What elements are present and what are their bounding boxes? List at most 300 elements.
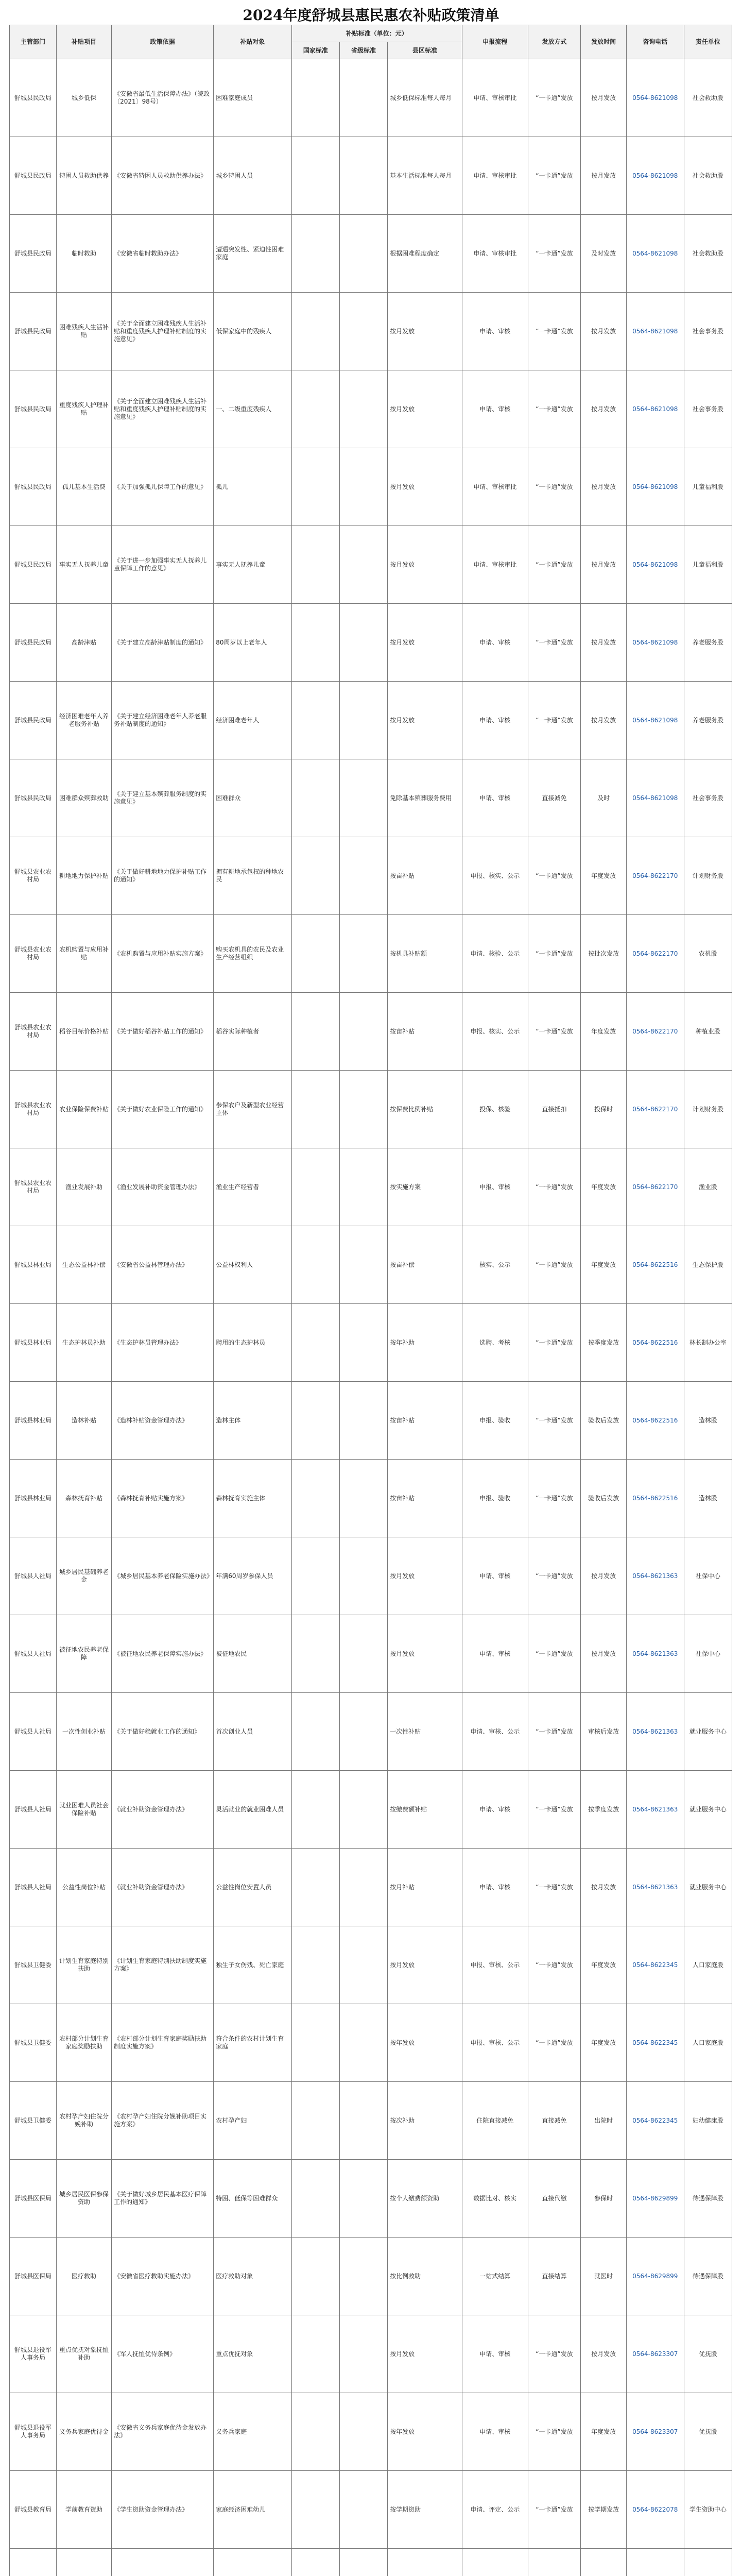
cell-method: 申请、审核 <box>462 604 528 682</box>
cell-dept: 舒城县退役军人事务局 <box>10 2315 57 2393</box>
cell-phone: 0564-8621363 <box>626 1615 684 1693</box>
cell-dept: 舒城县人社局 <box>10 1771 57 1849</box>
cell-basis: 《安徽省公益林管理办法》 <box>112 1226 214 1304</box>
cell-method: 申请、审核 <box>462 293 528 370</box>
cell-phone: 0564-8622516 <box>626 1226 684 1304</box>
cell-std-national <box>291 1615 339 1693</box>
cell-std-county: 按个人缴费额资助 <box>388 2160 462 2238</box>
cell-dept: 舒城县人社局 <box>10 1537 57 1615</box>
cell-std-province <box>339 2471 387 2549</box>
cell-phone: 0564-8622345 <box>626 1926 684 2004</box>
cell-std-county: 按月发放 <box>388 2315 462 2393</box>
cell-method: 申请、审核 <box>462 1849 528 1926</box>
cell-std-county: 按亩补贴 <box>388 1382 462 1460</box>
table-row <box>10 137 732 215</box>
col-contact: 责任单位 <box>684 25 732 59</box>
cell-object: 家庭经济困难幼儿 <box>214 2471 291 2549</box>
cell-category: 耕地地力保护补贴 <box>56 837 111 915</box>
cell-std-national <box>291 2315 339 2393</box>
cell-std-national <box>291 759 339 837</box>
cell-std-county: 一次性补贴 <box>388 1693 462 1771</box>
cell-contact: 人口家庭股 <box>684 1926 732 2004</box>
cell-object: 拥有耕地承包权的种地农民 <box>214 837 291 915</box>
cell-way: “一卡通”发放 <box>528 1382 581 1460</box>
cell-phone: 0564-8622170 <box>626 915 684 993</box>
cell-std-national <box>291 604 339 682</box>
cell-method: 申请、审核 <box>462 1615 528 1693</box>
cell-materials <box>581 2549 627 2576</box>
cell-basis: 《安徽省特困人员救助供养办法》 <box>112 137 214 215</box>
table-row <box>10 1460 732 1537</box>
cell-category: 农机购置与应用补贴 <box>56 915 111 993</box>
cell-basis: 《关于建立经济困难老年人养老服务补贴制度的通知》 <box>112 682 214 759</box>
table-row <box>10 1382 732 1460</box>
cell-phone: 0564-8621098 <box>626 215 684 293</box>
cell-dept: 舒城县卫健委 <box>10 2004 57 2082</box>
cell-dept <box>10 2549 57 2576</box>
cell-method: 一站式结算 <box>462 2238 528 2315</box>
cell-method: 申请、审核审批 <box>462 59 528 137</box>
cell-way: “一卡通”发放 <box>528 137 581 215</box>
cell-materials: 就医时 <box>581 2238 627 2315</box>
cell-dept: 舒城县民政局 <box>10 604 57 682</box>
cell-method: 申请、审核 <box>462 2315 528 2393</box>
cell-basis: 《安徽省义务兵家庭优待金发放办法》 <box>112 2393 214 2471</box>
cell-category <box>56 2549 111 2576</box>
cell-category: 农村部分计划生育家庭奖励扶助 <box>56 2004 111 2082</box>
cell-std-national <box>291 1226 339 1304</box>
cell-category: 被征地农民养老保障 <box>56 1615 111 1693</box>
cell-materials: 年度发放 <box>581 2393 627 2471</box>
cell-method: 申报、验收 <box>462 1460 528 1537</box>
cell-category: 城乡居民基础养老金 <box>56 1537 111 1615</box>
cell-contact: 社保中心 <box>684 1615 732 1693</box>
cell-std-county: 按月发放 <box>388 1537 462 1615</box>
cell-method: 数据比对、核实 <box>462 2160 528 2238</box>
cell-phone: 0564-8621098 <box>626 137 684 215</box>
table-row <box>10 1148 732 1226</box>
table-row <box>10 682 732 759</box>
cell-std-province <box>339 2315 387 2393</box>
cell-category: 农业保险保费补贴 <box>56 1071 111 1148</box>
cell-std-province <box>339 448 387 526</box>
cell-dept: 舒城县退役军人事务局 <box>10 2393 57 2471</box>
cell-std-county: 按机具补贴额 <box>388 915 462 993</box>
cell-basis: 《农村部分计划生育家庭奖励扶助制度实施方案》 <box>112 2004 214 2082</box>
cell-method: 申请、审核审批 <box>462 526 528 604</box>
cell-std-province <box>339 2004 387 2082</box>
table-row <box>10 293 732 370</box>
cell-basis: 《关于建立高龄津贴制度的通知》 <box>112 604 214 682</box>
cell-materials: 按月发放 <box>581 1849 627 1926</box>
cell-contact: 造林股 <box>684 1382 732 1460</box>
cell-object: 符合条件的农村计划生育家庭 <box>214 2004 291 2082</box>
cell-materials: 按月发放 <box>581 2315 627 2393</box>
cell-std-national <box>291 1071 339 1148</box>
cell-phone: 0564-8629899 <box>626 2238 684 2315</box>
cell-dept: 舒城县林业局 <box>10 1382 57 1460</box>
cell-method: 申请、审核、公示 <box>462 1693 528 1771</box>
cell-contact: 社会事务股 <box>684 293 732 370</box>
cell-std-national <box>291 2160 339 2238</box>
cell-way: “一卡通”发放 <box>528 837 581 915</box>
cell-std-national <box>291 370 339 448</box>
cell-std-national <box>291 1926 339 2004</box>
cell-std-county: 基本生活标准每人每月 <box>388 137 462 215</box>
cell-category: 就业困难人员社会保险补贴 <box>56 1771 111 1849</box>
cell-category: 高龄津贴 <box>56 604 111 682</box>
col-standard: 补贴标准（单位：元） <box>291 25 462 42</box>
cell-way: “一卡通”发放 <box>528 2315 581 2393</box>
cell-std-national <box>291 2393 339 2471</box>
cell-way: “一卡通”发放 <box>528 370 581 448</box>
cell-category: 经济困难老年人养老服务补贴 <box>56 682 111 759</box>
cell-contact: 社会救助股 <box>684 59 732 137</box>
cell-way: “一卡通”发放 <box>528 993 581 1071</box>
cell-materials: 按月发放 <box>581 526 627 604</box>
cell-std-county: 按年发放 <box>388 2004 462 2082</box>
cell-materials: 按月发放 <box>581 137 627 215</box>
col-dept: 主管部门 <box>10 25 57 59</box>
cell-basis: 《安徽省医疗救助实施办法》 <box>112 2238 214 2315</box>
cell-contact: 社会救助股 <box>684 137 732 215</box>
cell-phone: 0564-8621098 <box>626 448 684 526</box>
cell-basis: 《关于做好耕地地力保护补贴工作的通知》 <box>112 837 214 915</box>
cell-category: 重点优抚对象抚恤补助 <box>56 2315 111 2393</box>
cell-object: 独生子女伤残、死亡家庭 <box>214 1926 291 2004</box>
col-way: 发放方式 <box>528 25 581 59</box>
cell-way: 直接减免 <box>528 2082 581 2160</box>
cell-materials: 按月发放 <box>581 1615 627 1693</box>
cell-dept: 舒城县民政局 <box>10 448 57 526</box>
cell-std-national <box>291 1771 339 1849</box>
cell-std-county: 按年发放 <box>388 2393 462 2471</box>
header-row <box>10 25 732 42</box>
cell-std-county: 按实施方案 <box>388 1148 462 1226</box>
cell-object: 80周岁以上老年人 <box>214 604 291 682</box>
table-row <box>10 1226 732 1304</box>
cell-contact: 待遇保障股 <box>684 2238 732 2315</box>
table-row <box>10 1537 732 1615</box>
cell-std-county: 按月发放 <box>388 1926 462 2004</box>
cell-dept: 舒城县农业农村局 <box>10 1071 57 1148</box>
cell-basis: 《就业补助资金管理办法》 <box>112 1771 214 1849</box>
cell-object: 困难家庭成员 <box>214 59 291 137</box>
cell-dept: 舒城县医保局 <box>10 2238 57 2315</box>
cell-std-national <box>291 526 339 604</box>
cell-materials: 年度发放 <box>581 1926 627 2004</box>
cell-materials: 按批次发放 <box>581 915 627 993</box>
cell-phone: 0564-8622345 <box>626 2082 684 2160</box>
cell-basis: 《安徽省临时救助办法》 <box>112 215 214 293</box>
cell-method: 申报、核实、公示 <box>462 993 528 1071</box>
cell-way: “一卡通”发放 <box>528 604 581 682</box>
cell-object: 城乡特困人员 <box>214 137 291 215</box>
cell-way: “一卡通”发放 <box>528 526 581 604</box>
cell-std-national <box>291 293 339 370</box>
cell-phone: 0564-8621363 <box>626 1693 684 1771</box>
cell-object: 孤儿 <box>214 448 291 526</box>
table-row <box>10 1615 732 1693</box>
cell-way: “一卡通”发放 <box>528 1304 581 1382</box>
cell-object: 年满60周岁参保人员 <box>214 1537 291 1615</box>
cell-contact: 农机股 <box>684 915 732 993</box>
cell-contact: 计划财务股 <box>684 1071 732 1148</box>
cell-std-county: 城乡低保标准每人每月 <box>388 59 462 137</box>
cell-std-county: 按月发放 <box>388 604 462 682</box>
cell-category: 城乡低保 <box>56 59 111 137</box>
cell-method: 申报、审核、公示 <box>462 2004 528 2082</box>
cell-way: “一卡通”发放 <box>528 2004 581 2082</box>
cell-std-province <box>339 370 387 448</box>
cell-basis: 《关于加强孤儿保障工作的意见》 <box>112 448 214 526</box>
cell-object: 渔业生产经营者 <box>214 1148 291 1226</box>
cell-way: “一卡通”发放 <box>528 1148 581 1226</box>
cell-method: 选聘、考核 <box>462 1304 528 1382</box>
cell-std-province <box>339 2393 387 2471</box>
cell-category: 生态公益林补偿 <box>56 1226 111 1304</box>
cell-materials: 投保时 <box>581 1071 627 1148</box>
table-row <box>10 993 732 1071</box>
cell-category: 森林抚育补贴 <box>56 1460 111 1537</box>
cell-contact: 待遇保障股 <box>684 2160 732 2238</box>
cell-contact: 优抚股 <box>684 2393 732 2471</box>
policy-table <box>9 25 732 2576</box>
cell-way: “一卡通”发放 <box>528 448 581 526</box>
cell-contact: 儿童福利股 <box>684 526 732 604</box>
cell-dept: 舒城县人社局 <box>10 1693 57 1771</box>
cell-std-province <box>339 215 387 293</box>
cell-method: 申请、审核 <box>462 759 528 837</box>
cell-std-province <box>339 1460 387 1537</box>
cell-phone: 0564-8621098 <box>626 682 684 759</box>
cell-object: 重点优抚对象 <box>214 2315 291 2393</box>
cell-dept: 舒城县医保局 <box>10 2160 57 2238</box>
cell-object: 购买农机具的农民及农业生产经营组织 <box>214 915 291 993</box>
cell-method <box>462 2549 528 2576</box>
table-row <box>10 1926 732 2004</box>
cell-basis: 《就业补助资金管理办法》 <box>112 1849 214 1926</box>
cell-dept: 舒城县农业农村局 <box>10 993 57 1071</box>
cell-contact: 人口家庭股 <box>684 2004 732 2082</box>
cell-basis <box>112 2549 214 2576</box>
cell-category: 渔业发展补助 <box>56 1148 111 1226</box>
cell-std-county: 按亩补贴 <box>388 1460 462 1537</box>
cell-std-county: 按亩补贴 <box>388 993 462 1071</box>
table-row <box>10 604 732 682</box>
col-std-county: 县区标准 <box>388 42 462 59</box>
cell-basis: 《生态护林员管理办法》 <box>112 1304 214 1382</box>
cell-std-province <box>339 682 387 759</box>
cell-materials: 按学期发放 <box>581 2471 627 2549</box>
cell-phone: 0564-8622345 <box>626 2004 684 2082</box>
cell-object: 特困、低保等困难群众 <box>214 2160 291 2238</box>
cell-std-province <box>339 2160 387 2238</box>
cell-category: 一次性创业补贴 <box>56 1693 111 1771</box>
cell-materials: 年度发放 <box>581 837 627 915</box>
cell-std-county: 按月发放 <box>388 448 462 526</box>
cell-std-county: 按月发放 <box>388 682 462 759</box>
cell-std-province <box>339 837 387 915</box>
table-row <box>10 915 732 993</box>
cell-category: 计划生育家庭特别扶助 <box>56 1926 111 2004</box>
cell-std-county <box>388 2549 462 2576</box>
cell-std-national <box>291 137 339 215</box>
cell-dept: 舒城县林业局 <box>10 1460 57 1537</box>
cell-materials: 按月发放 <box>581 370 627 448</box>
cell-object: 灵活就业的就业困难人员 <box>214 1771 291 1849</box>
cell-std-province <box>339 293 387 370</box>
cell-std-county: 按学期资助 <box>388 2471 462 2549</box>
cell-std-county: 按月发放 <box>388 526 462 604</box>
cell-std-province <box>339 1771 387 1849</box>
cell-materials: 年度发放 <box>581 1226 627 1304</box>
table-row <box>10 1304 732 1382</box>
cell-category: 公益性岗位补贴 <box>56 1849 111 1926</box>
cell-phone: 0564-8622516 <box>626 1304 684 1382</box>
cell-category: 临时救助 <box>56 215 111 293</box>
cell-phone: 0564-8622170 <box>626 1071 684 1148</box>
cell-basis: 《渔业发展补助资金管理办法》 <box>112 1148 214 1226</box>
cell-phone: 0564-8623307 <box>626 2393 684 2471</box>
cell-object: 首次创业人员 <box>214 1693 291 1771</box>
col-category: 补贴项目 <box>56 25 111 59</box>
cell-dept: 舒城县卫健委 <box>10 1926 57 2004</box>
cell-way: 直接结算 <box>528 2238 581 2315</box>
table-row <box>10 1693 732 1771</box>
cell-dept: 舒城县民政局 <box>10 293 57 370</box>
cell-dept: 舒城县民政局 <box>10 370 57 448</box>
cell-contact: 社会救助股 <box>684 215 732 293</box>
cell-dept: 舒城县民政局 <box>10 215 57 293</box>
cell-std-county: 按月发放 <box>388 1615 462 1693</box>
cell-contact: 社会事务股 <box>684 370 732 448</box>
cell-phone: 0564-8621098 <box>626 759 684 837</box>
cell-materials: 年度发放 <box>581 2004 627 2082</box>
cell-method: 申请、审核 <box>462 370 528 448</box>
cell-contact: 社保中心 <box>684 1537 732 1615</box>
cell-way: “一卡通”发放 <box>528 1693 581 1771</box>
cell-std-national <box>291 915 339 993</box>
cell-phone: 0564-8622516 <box>626 1382 684 1460</box>
cell-std-province <box>339 1537 387 1615</box>
cell-dept: 舒城县林业局 <box>10 1226 57 1304</box>
cell-std-national <box>291 448 339 526</box>
cell-object: 困难群众 <box>214 759 291 837</box>
cell-way <box>528 2549 581 2576</box>
cell-object: 被征地农民 <box>214 1615 291 1693</box>
cell-way: “一卡通”发放 <box>528 1226 581 1304</box>
cell-method: 住院直接减免 <box>462 2082 528 2160</box>
cell-method: 投保、核验 <box>462 1071 528 1148</box>
cell-object: 稻谷实际种植者 <box>214 993 291 1071</box>
cell-method: 申请、核验、公示 <box>462 915 528 993</box>
cell-phone: 0564-8621363 <box>626 1771 684 1849</box>
cell-basis: 《关于全面建立困难残疾人生活补贴和重度残疾人护理补贴制度的实施意见》 <box>112 370 214 448</box>
cell-object: 公益林权利人 <box>214 1226 291 1304</box>
cell-std-county: 按月补贴 <box>388 1849 462 1926</box>
cell-method: 申请、审核审批 <box>462 448 528 526</box>
cell-std-province <box>339 993 387 1071</box>
cell-materials: 参保时 <box>581 2160 627 2238</box>
cell-category: 生态护林员补助 <box>56 1304 111 1382</box>
cell-std-province <box>339 1148 387 1226</box>
col-object: 补贴对象 <box>214 25 291 59</box>
cell-method: 申请、审核 <box>462 2393 528 2471</box>
cell-std-county: 根据困难程度确定 <box>388 215 462 293</box>
cell-method: 申请、审核 <box>462 682 528 759</box>
cell-basis: 《学生资助资金管理办法》 <box>112 2471 214 2549</box>
cell-std-province <box>339 1693 387 1771</box>
cell-std-province <box>339 604 387 682</box>
cell-materials: 按月发放 <box>581 1537 627 1615</box>
cell-category: 义务兵家庭优待金 <box>56 2393 111 2471</box>
cell-basis: 《安徽省最低生活保障办法》（皖政〔2021〕98号） <box>112 59 214 137</box>
cell-phone: 0564-8621098 <box>626 59 684 137</box>
cell-std-province <box>339 1926 387 2004</box>
cell-std-county: 按比例救助 <box>388 2238 462 2315</box>
cell-category: 事实无人抚养儿童 <box>56 526 111 604</box>
cell-std-national <box>291 2004 339 2082</box>
cell-object: 森林抚育实施主体 <box>214 1460 291 1537</box>
cell-basis: 《造林补贴资金管理办法》 <box>112 1382 214 1460</box>
cell-std-national <box>291 2238 339 2315</box>
cell-dept: 舒城县卫健委 <box>10 2082 57 2160</box>
cell-phone: 0564-8622170 <box>626 993 684 1071</box>
cell-std-national <box>291 1382 339 1460</box>
cell-phone: 0564-8622170 <box>626 1148 684 1226</box>
cell-std-national <box>291 2549 339 2576</box>
cell-materials: 年度发放 <box>581 1148 627 1226</box>
cell-category: 学前教育资助 <box>56 2471 111 2549</box>
cell-std-national <box>291 2082 339 2160</box>
cell-way: 直接抵扣 <box>528 1071 581 1148</box>
cell-category: 造林补贴 <box>56 1382 111 1460</box>
cell-contact: 计划财务股 <box>684 837 732 915</box>
cell-contact: 林长制办公室 <box>684 1304 732 1382</box>
cell-phone: 0564-8621098 <box>626 526 684 604</box>
cell-materials: 按月发放 <box>581 448 627 526</box>
cell-contact: 就业服务中心 <box>684 1693 732 1771</box>
cell-category: 困难残疾人生活补贴 <box>56 293 111 370</box>
cell-std-county: 免除基本殡葬服务费用 <box>388 759 462 837</box>
cell-dept: 舒城县人社局 <box>10 1615 57 1693</box>
cell-phone: 0564-8629899 <box>626 2160 684 2238</box>
cell-dept: 舒城县农业农村局 <box>10 915 57 993</box>
cell-dept: 舒城县民政局 <box>10 759 57 837</box>
cell-dept: 舒城县民政局 <box>10 526 57 604</box>
col-phone: 咨询电话 <box>626 25 684 59</box>
cell-contact: 就业服务中心 <box>684 1771 732 1849</box>
cell-contact: 造林股 <box>684 1460 732 1537</box>
table-row <box>10 2160 732 2238</box>
cell-object: 农村孕产妇 <box>214 2082 291 2160</box>
cell-way: “一卡通”发放 <box>528 915 581 993</box>
cell-std-national <box>291 1693 339 1771</box>
cell-materials: 按月发放 <box>581 59 627 137</box>
cell-materials: 按月发放 <box>581 293 627 370</box>
table-row <box>10 2082 732 2160</box>
cell-std-national <box>291 993 339 1071</box>
cell-dept: 舒城县民政局 <box>10 59 57 137</box>
table-row <box>10 837 732 915</box>
cell-std-county: 按月发放 <box>388 370 462 448</box>
cell-materials: 按月发放 <box>581 604 627 682</box>
cell-phone: 0564-8622078 <box>626 2471 684 2549</box>
cell-object: 义务兵家庭 <box>214 2393 291 2471</box>
cell-way: “一卡通”发放 <box>528 1537 581 1615</box>
table-row <box>10 370 732 448</box>
